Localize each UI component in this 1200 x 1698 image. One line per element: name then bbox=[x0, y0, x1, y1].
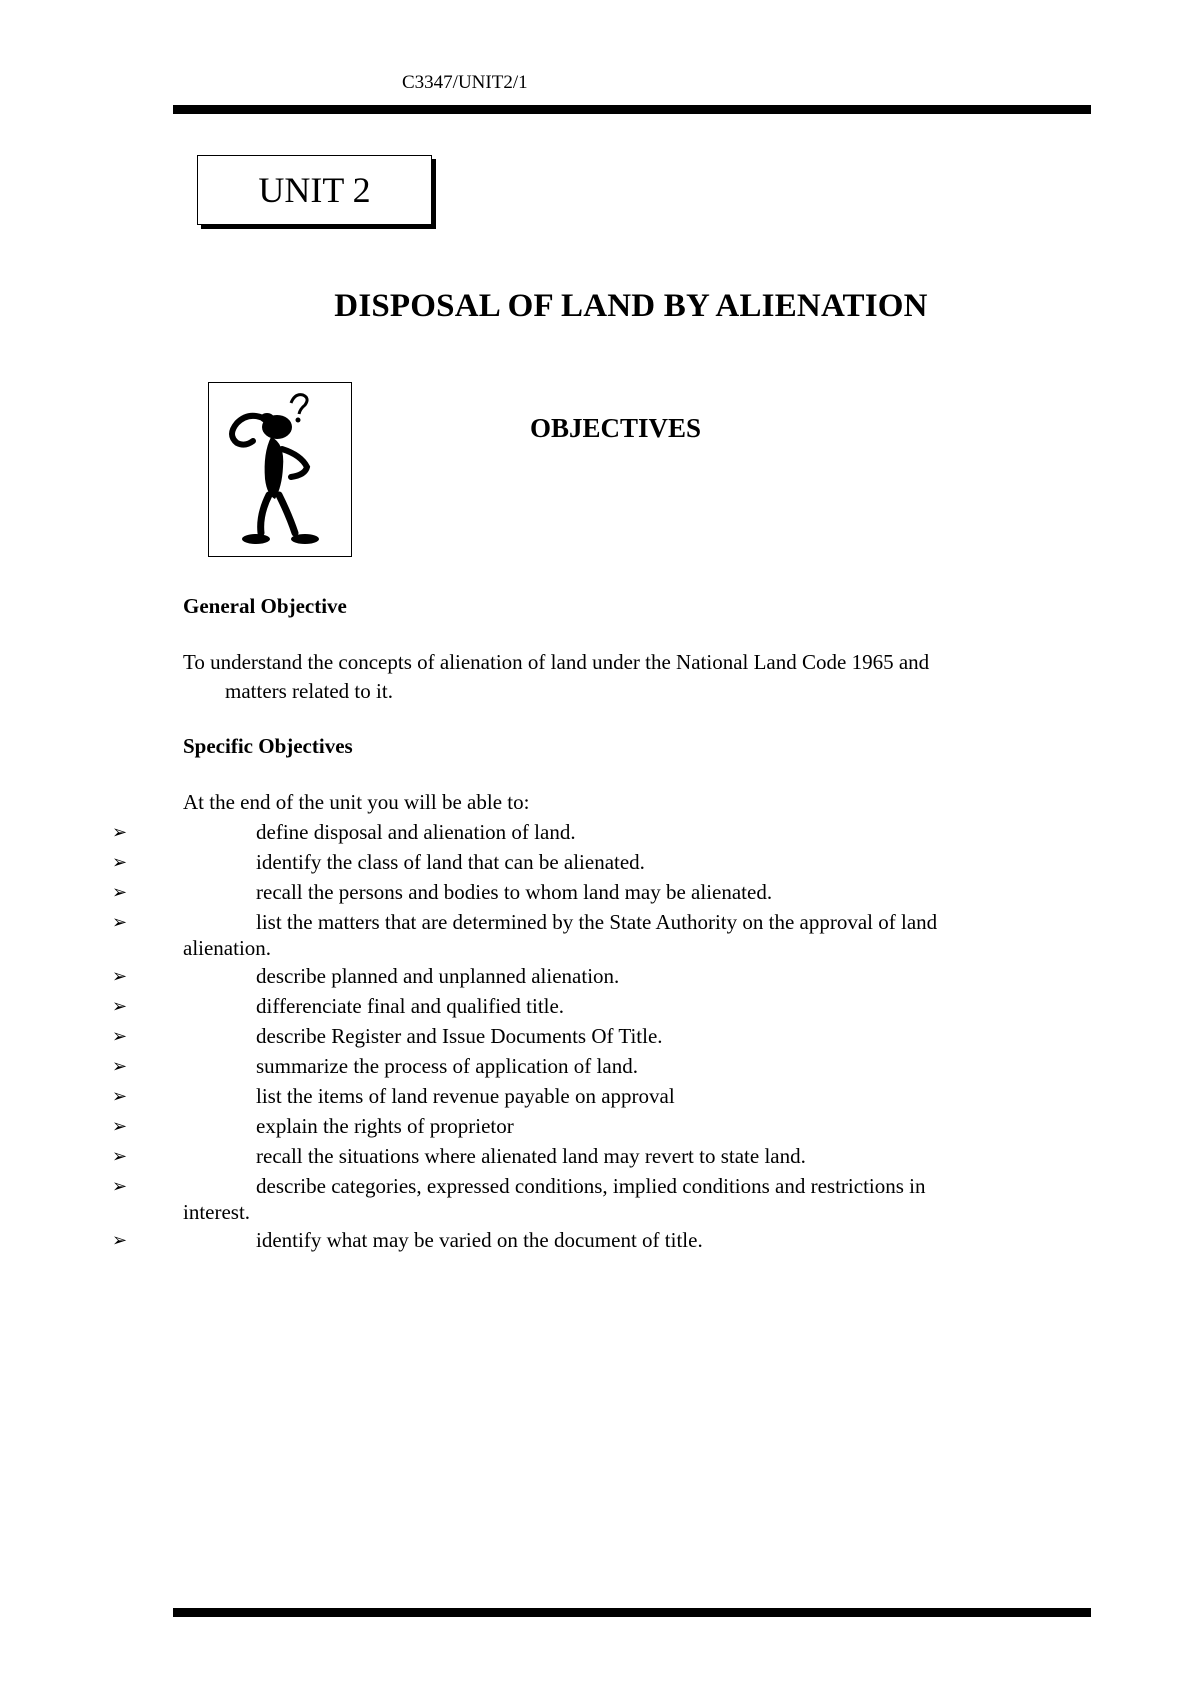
specific-objectives-heading: Specific Objectives bbox=[183, 734, 353, 758]
list-item bbox=[0, 817, 1200, 847]
arrow-bullet-icon: ➢ bbox=[112, 1146, 128, 1166]
list-item-continuation: interest. bbox=[183, 1200, 251, 1224]
list-item-text: summarize the process of application of land. bbox=[256, 1054, 638, 1078]
page-title: DISPOSAL OF LAND BY ALIENATION bbox=[334, 288, 928, 324]
arrow-bullet-icon: ➢ bbox=[112, 1116, 128, 1136]
bottom-rule bbox=[173, 1608, 1091, 1617]
list-item-text: list the matters that are determined by the State Authority on the approval of land bbox=[256, 910, 938, 934]
thinking-man-figure bbox=[209, 383, 350, 555]
top-rule bbox=[173, 105, 1091, 114]
arrow-bullet-icon: ➢ bbox=[112, 882, 128, 902]
objectives-heading: OBJECTIVES bbox=[530, 413, 702, 443]
list-item bbox=[0, 1225, 1200, 1255]
arrow-bullet-icon: ➢ bbox=[112, 996, 128, 1016]
arrow-bullet-icon: ➢ bbox=[112, 912, 128, 932]
list-item bbox=[0, 1111, 1200, 1141]
list-item bbox=[0, 1141, 1200, 1171]
arrow-bullet-icon: ➢ bbox=[112, 1056, 128, 1076]
list-item bbox=[0, 1021, 1200, 1051]
arrow-bullet-icon: ➢ bbox=[112, 1176, 128, 1196]
list-item bbox=[0, 907, 1200, 961]
list-item-text: describe planned and unplanned alienation. bbox=[256, 964, 620, 988]
list-item-text: identify what may be varied on the document of title. bbox=[256, 1228, 703, 1252]
document-code: C3347/UNIT2/1 bbox=[402, 72, 528, 93]
thinking-man-icon bbox=[208, 382, 352, 557]
list-item bbox=[0, 847, 1200, 877]
list-item bbox=[0, 991, 1200, 1021]
list-item-text: recall the persons and bodies to whom land may be alienated. bbox=[256, 880, 773, 904]
list-item bbox=[0, 877, 1200, 907]
arrow-bullet-icon: ➢ bbox=[112, 1230, 128, 1250]
general-objective-line-1: To understand the concepts of alienation of land under the National Land Code 1965 and bbox=[183, 650, 930, 674]
list-item-text: describe Register and Issue Documents Of Title. bbox=[256, 1024, 663, 1048]
arrow-bullet-icon: ➢ bbox=[112, 966, 128, 986]
unit-label-box: UNIT 2 bbox=[197, 155, 432, 225]
list-item-text: describe categories, expressed conditions, implied conditions and restrictions in bbox=[256, 1174, 926, 1198]
list-item-text: explain the rights of proprietor bbox=[256, 1114, 514, 1138]
arrow-bullet-icon: ➢ bbox=[112, 822, 128, 842]
list-item-text: identify the class of land that can be alienated. bbox=[256, 850, 645, 874]
list-item-text: recall the situations where alienated land may revert to state land. bbox=[256, 1144, 806, 1168]
arrow-bullet-icon: ➢ bbox=[112, 1086, 128, 1106]
general-objective-text bbox=[183, 648, 1063, 706]
specific-objectives-intro: At the end of the unit you will be able to: bbox=[183, 790, 530, 814]
list-item-continuation: alienation. bbox=[183, 936, 272, 960]
list-item-text: define disposal and alienation of land. bbox=[256, 820, 576, 844]
list-item bbox=[0, 1171, 1200, 1225]
list-item bbox=[0, 961, 1200, 991]
arrow-bullet-icon: ➢ bbox=[112, 852, 128, 872]
arrow-bullet-icon: ➢ bbox=[112, 1026, 128, 1046]
general-objective-heading: General Objective bbox=[183, 594, 347, 618]
list-item-text: list the items of land revenue payable on approval bbox=[256, 1084, 675, 1108]
specific-objectives-list bbox=[0, 817, 1200, 1255]
list-item-text: differenciate final and qualified title. bbox=[256, 994, 565, 1018]
list-item bbox=[0, 1081, 1200, 1111]
list-item bbox=[0, 1051, 1200, 1081]
general-objective-line-2: matters related to it. bbox=[225, 679, 393, 703]
